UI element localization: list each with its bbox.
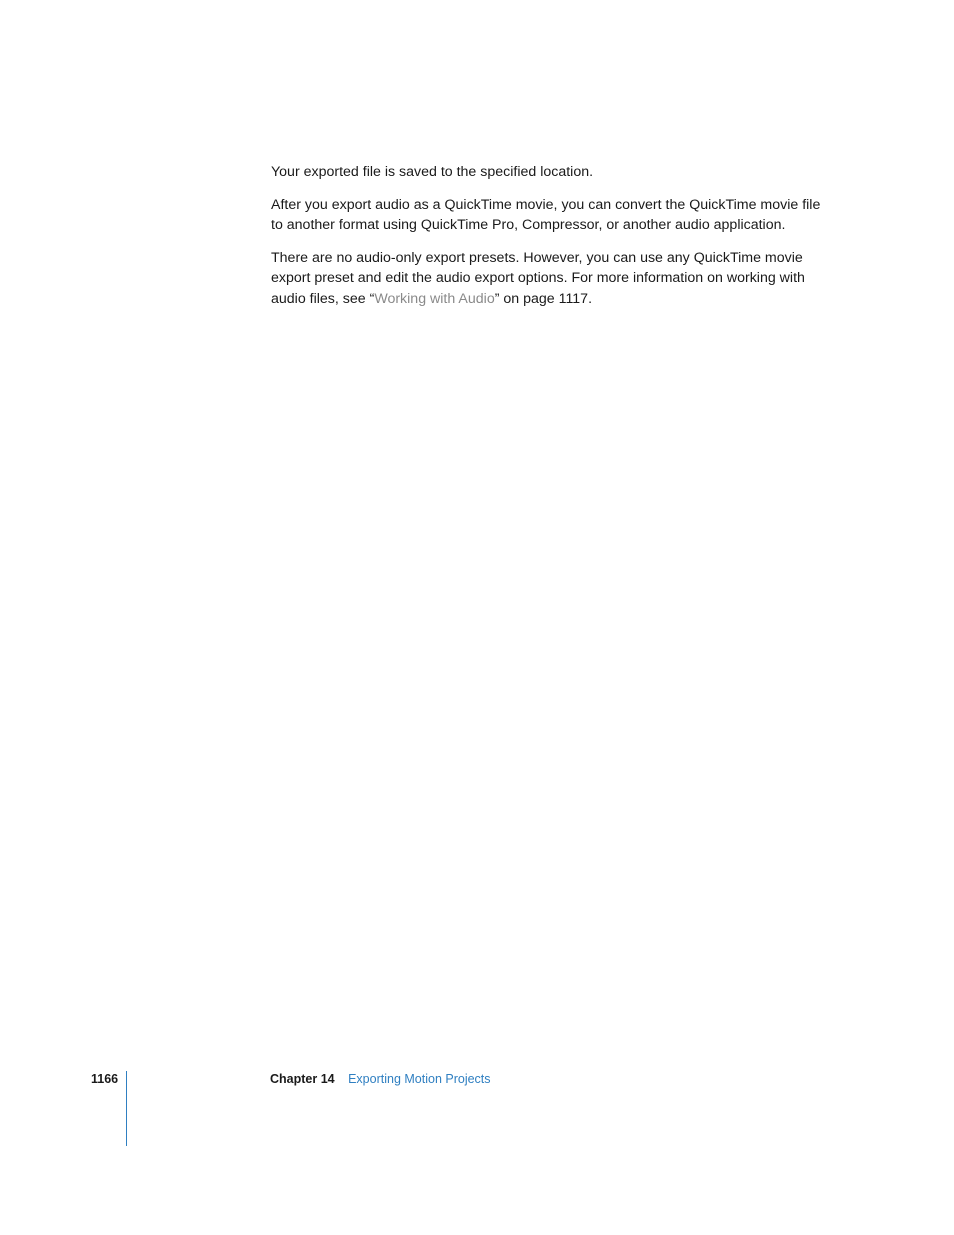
page-number: 1166 [91, 1072, 119, 1086]
paragraph-convert-format: After you export audio as a QuickTime movie, you can convert the QuickTime movie file to another format using QuickTime Pro, Compressor, or another audio application. [271, 196, 821, 233]
paragraph-saved-location: Your exported file is saved to the specified location. [271, 164, 594, 180]
footer-divider [126, 1071, 127, 1146]
working-with-audio-link[interactable]: Working with Audio [374, 290, 495, 307]
footer-chapter [270, 1072, 491, 1086]
paragraph-audio-presets-start: There are no audio-only export presets. However, you can use any QuickTime movie export preset and edit the audio export options. For more information on working with audio files, see “ [271, 249, 805, 307]
chapter-label: Chapter 14 [270, 1072, 335, 1086]
chapter-title-link[interactable]: Exporting Motion Projects [348, 1072, 491, 1086]
paragraph-audio-presets-end: ” on page 1117. [494, 290, 593, 307]
paragraph-audio-presets [271, 248, 831, 310]
body-text [271, 162, 831, 321]
